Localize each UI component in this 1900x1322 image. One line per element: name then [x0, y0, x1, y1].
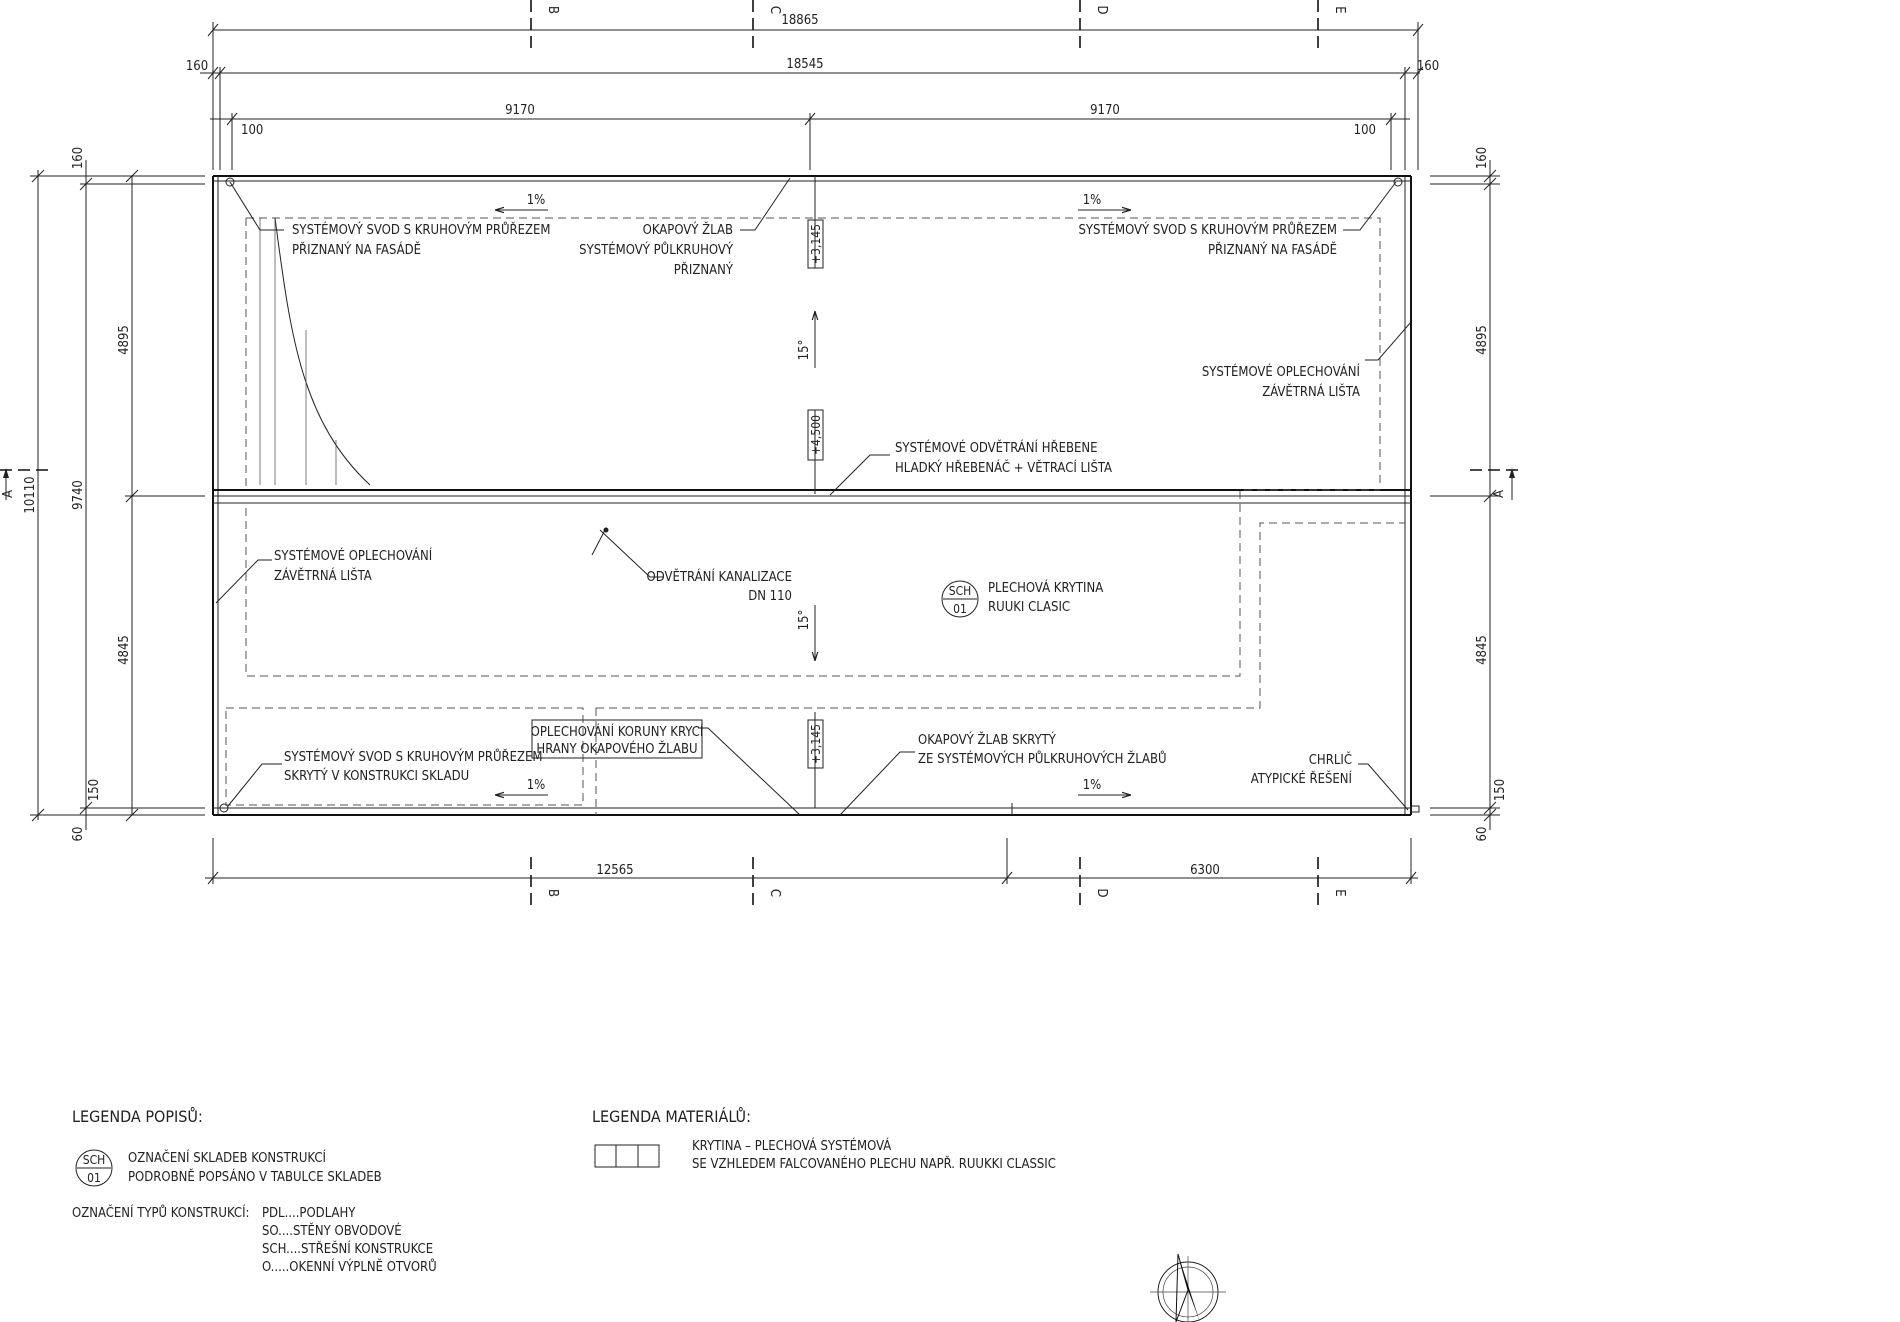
note-gutter-top-3: PŘIZNANÝ — [673, 263, 733, 278]
section-a-right-label: A — [1492, 490, 1507, 498]
note-downpipe-top-left-1: SYSTÉMOVÝ SVOD S KRUHOVÝM PRŮŘEZEM — [292, 223, 551, 238]
bottom-dimensions — [205, 838, 1418, 884]
dim-half-left: 9170 — [505, 103, 535, 118]
roof-tag-bottom: 01 — [953, 602, 967, 616]
note-sewer-vent-2: DN 110 — [748, 589, 792, 604]
dim-top-inner: 18545 — [786, 57, 824, 72]
legend-tag-bottom: 01 — [87, 1171, 101, 1185]
legend-type-3: SCH....STŘEŠNÍ KONSTRUKCE — [262, 1242, 434, 1257]
downpipe-top-right — [1394, 178, 1402, 186]
note-parapet-1: OPLECHOVÁNÍ KORUNY KRYCÍ — [530, 725, 704, 740]
axis-d-top: D — [1094, 5, 1109, 15]
dim-right-lower: 4845 — [1475, 635, 1490, 665]
ridge-line — [213, 490, 1411, 503]
note-ridge-vent-2: HLADKÝ HŘEBENÁČ + VĚTRACÍ LIŠTA — [895, 461, 1113, 476]
right-dimensions — [1430, 160, 1500, 830]
axis-d-bottom: D — [1094, 888, 1109, 898]
note-flashing-right-1: SYSTÉMOVÉ OPLECHOVÁNÍ — [1201, 365, 1360, 380]
axis-c-bottom: C — [767, 888, 782, 898]
slope-top-left: 1% — [526, 193, 546, 208]
legend-types-label: OZNAČENÍ TYPŮ KONSTRUKCÍ: — [72, 1206, 250, 1221]
note-flashing-left-2: ZÁVĚTRNÁ LIŠTA — [274, 569, 372, 584]
roof-tag-top: SCH — [948, 584, 972, 598]
dim-left-bottom-150: 150 — [87, 778, 102, 802]
dim-half-right: 9170 — [1090, 103, 1120, 118]
roof-slope-upper: 15° — [797, 339, 812, 361]
axis-e-bottom: E — [1332, 889, 1347, 897]
section-a-left-label: A — [1, 490, 16, 498]
dim-right-upper: 4895 — [1475, 325, 1490, 355]
slope-top-right: 1% — [1082, 193, 1102, 208]
note-flashing-left-1: SYSTÉMOVÉ OPLECHOVÁNÍ — [274, 549, 433, 564]
note-downpipe-top-right-1: SYSTÉMOVÝ SVOD S KRUHOVÝM PRŮŘEZEM — [1078, 223, 1337, 238]
dim-right-top-160: 160 — [1475, 146, 1490, 170]
dim-bottom-left: 12565 — [596, 863, 634, 878]
legend-type-2: SO....STĚNY OBVODOVÉ — [262, 1224, 402, 1239]
north-arrow-icon — [1150, 1254, 1226, 1322]
legend-tag-desc-2: PODROBNĚ POPSÁNO V TABULCE SKLADEB — [128, 1170, 382, 1185]
dim-left-top-160: 160 — [71, 146, 86, 170]
note-parapet-2: HRANY OKAPOVÉHO ŽLABU — [536, 742, 698, 757]
legend-type-1: PDL....PODLAHY — [262, 1206, 356, 1221]
level-ridge: +4,500 — [809, 415, 823, 455]
slope-bottom-right: 1% — [1082, 778, 1102, 793]
dim-top-right-160: 160 — [1416, 59, 1440, 74]
legend-tag-desc-1: OZNAČENÍ SKLADEB KONSTRUKCÍ — [128, 1151, 326, 1166]
note-roofing-1: PLECHOVÁ KRYTINA — [988, 581, 1104, 596]
legend-materials-title: LEGENDA MATERIÁLŮ: — [592, 1107, 751, 1126]
level-eave-bottom: +3,145 — [809, 724, 823, 764]
axis-c-top: C — [767, 5, 782, 15]
note-flashing-right-2: ZÁVĚTRNÁ LIŠTA — [1262, 385, 1360, 400]
legend-material-swatch — [595, 1145, 659, 1167]
dim-right-bottom-60: 60 — [1475, 826, 1490, 842]
dim-left-bottom-60: 60 — [71, 826, 86, 842]
note-spout-2: ATYPICKÉ ŘEŠENÍ — [1250, 772, 1352, 787]
legend-material-desc-2: SE VZHLEDEM FALCOVANÉHO PLECHU NAPŘ. RUUKKI CLASSIC — [692, 1157, 1056, 1172]
legend-tag-top: SCH — [82, 1153, 106, 1167]
note-downpipe-top-right-2: PŘIZNANÝ NA FASÁDĚ — [1207, 243, 1337, 258]
legend-type-4: O.....OKENNÍ VÝPLNĚ OTVORŮ — [262, 1260, 437, 1275]
top-dimensions — [200, 22, 1423, 170]
dim-right-bottom-150: 150 — [1493, 778, 1508, 802]
dim-top-overall: 18865 — [781, 13, 819, 28]
spout — [1411, 806, 1419, 812]
note-spout-1: CHRLIČ — [1308, 753, 1352, 768]
slope-bottom-left: 1% — [526, 778, 546, 793]
axis-e-top: E — [1332, 6, 1347, 14]
axis-b-top: B — [545, 5, 560, 15]
dim-left-overall: 10110 — [23, 476, 38, 514]
roof-slope-lower: 15° — [797, 609, 812, 631]
dim-left-upper: 4895 — [117, 325, 132, 355]
sewer-vent-symbol — [592, 528, 609, 556]
note-ridge-vent-1: SYSTÉMOVÉ ODVĚTRÁNÍ HŘEBENE — [895, 441, 1098, 456]
note-downpipe-top-left-2: PŘIZNANÝ NA FASÁDĚ — [292, 243, 422, 258]
dim-left-inner: 9740 — [71, 480, 86, 510]
legend-labels-title: LEGENDA POPISŮ: — [72, 1107, 203, 1126]
note-gutter-top-1: OKAPOVÝ ŽLAB — [642, 223, 733, 238]
dim-top-left-160: 160 — [185, 59, 209, 74]
note-gutter-bottom-2: ZE SYSTÉMOVÝCH PŮLKRUHOVÝCH ŽLABŮ — [918, 752, 1167, 767]
axis-b-bottom: B — [545, 888, 560, 898]
left-dimensions — [30, 160, 205, 830]
legend-material-desc-1: KRYTINA – PLECHOVÁ SYSTÉMOVÁ — [692, 1139, 892, 1154]
level-eave-top: +3,145 — [809, 224, 823, 264]
wall-curve — [260, 218, 370, 485]
note-downpipe-bottom-left-2: SKRYTÝ V KONSTRUKCI SKLADU — [284, 769, 470, 784]
dim-edge-right-100: 100 — [1353, 123, 1376, 138]
dim-bottom-right: 6300 — [1190, 863, 1220, 878]
dim-edge-left-100: 100 — [241, 123, 264, 138]
note-gutter-bottom-1: OKAPOVÝ ŽLAB SKRYTÝ — [918, 733, 1056, 748]
note-roofing-2: RUUKI CLASIC — [988, 600, 1071, 615]
note-gutter-top-2: SYSTÉMOVÝ PŮLKRUHOVÝ — [579, 243, 733, 258]
dim-left-lower: 4845 — [117, 635, 132, 665]
note-downpipe-bottom-left-1: SYSTÉMOVÝ SVOD S KRUHOVÝM PRŮŘEZEM — [284, 750, 543, 765]
note-sewer-vent-1: ODVĚTRÁNÍ KANALIZACE — [646, 570, 792, 585]
